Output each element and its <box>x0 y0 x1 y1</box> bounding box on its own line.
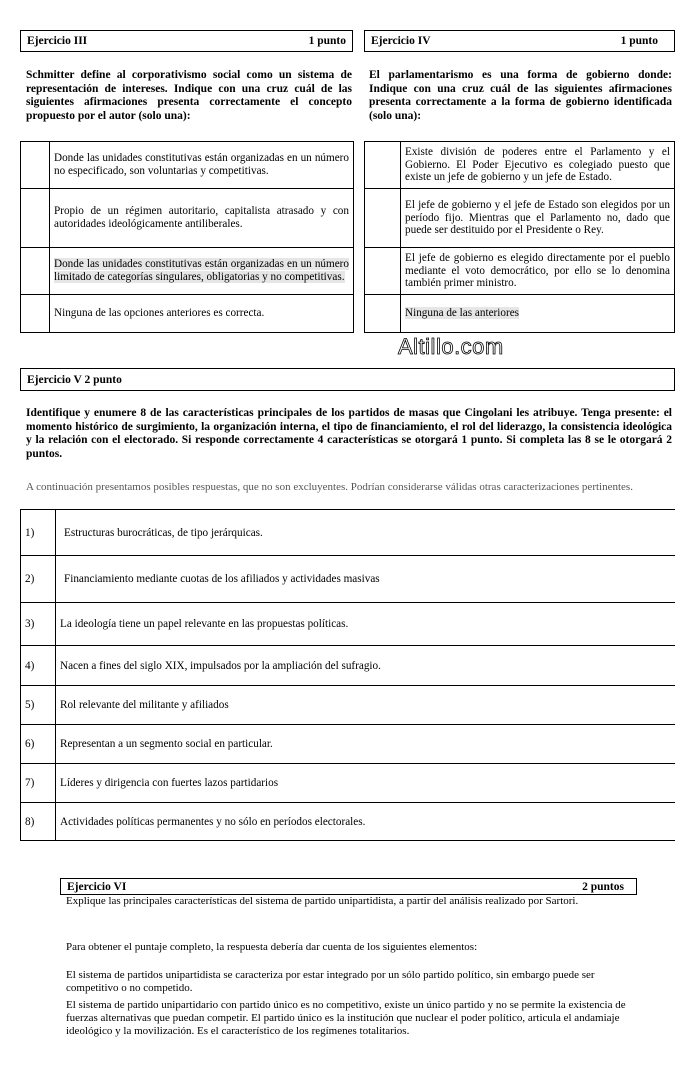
ex4-option-text: Existe división de poderes entre el Parlamento y el Gobierno. El Poder Ejecutivo es colegiado puesto que existe un jefe de gobierno y un jefe de Estado. <box>401 142 675 189</box>
ex4-option-row <box>365 189 675 248</box>
ex4-points: 1 punto <box>620 35 658 47</box>
ex3-header <box>20 30 353 52</box>
list-item-number: 1) <box>21 510 56 556</box>
ex4-checkbox[interactable] <box>365 248 401 295</box>
ex4-title: Ejercicio IV <box>371 35 431 47</box>
list-item-text: Actividades políticas permanentes y no sólo en períodos electorales. <box>56 803 676 841</box>
ex5-title: Ejercicio V 2 punto <box>27 373 122 386</box>
ex4-option-text <box>401 295 675 333</box>
ex4-option-row <box>365 142 675 189</box>
ex5-answers-table <box>20 509 675 841</box>
list-item-number: 5) <box>21 686 56 725</box>
list-item-number: 2) <box>21 556 56 603</box>
list-item-text: Nacen a fines del siglo XIX, impulsados por la ampliación del sufragio. <box>56 646 676 686</box>
ex3-option-row <box>21 189 354 248</box>
ex3-checkbox[interactable] <box>21 248 50 295</box>
list-item-text: Estructuras burocráticas, de tipo jerárquicas. <box>56 510 676 556</box>
ex4-checkbox[interactable] <box>365 142 401 189</box>
ex5-question: Identifique y enumere 8 de las características principales de los partidos de masas que Cingolani les atribuye. Tenga presente: el momento histórico de surgimiento, la organización interna, el tipo de financiamiento, el rol del liderazgo, la consistencia ideológica y la relación con el electorado. Si responde correctamente 4 características se otorgará 1 punto. Si completa las 8 se le otorgará 2 puntos. <box>26 407 672 460</box>
ex3-checkbox[interactable] <box>21 189 50 248</box>
list-item-number: 3) <box>21 603 56 646</box>
list-item <box>21 686 676 725</box>
list-item <box>21 764 676 803</box>
ex3-option-text: Donde las unidades constitutivas están organizadas en un número no especificado, son voluntarias y competitivas. <box>50 142 354 189</box>
list-item-number: 4) <box>21 646 56 686</box>
ex6-question: Explique las principales características del sistema de partido unipartidista, a partir del análisis realizado por Sartori. <box>66 895 579 907</box>
ex6-paragraph-1: Para obtener el puntaje completo, la respuesta debería dar cuenta de los siguientes elementos: <box>66 941 478 953</box>
list-item <box>21 603 676 646</box>
ex4-options-table <box>364 141 675 333</box>
ex3-checkbox[interactable] <box>21 142 50 189</box>
altillo-watermark-logo: Altillo.com <box>398 334 504 359</box>
ex3-option-text: Ninguna de las opciones anteriores es correcta. <box>50 295 354 333</box>
ex4-option-row <box>365 295 675 333</box>
ex4-option-text: El jefe de gobierno es elegido directamente por el pueblo mediante el voto democrático, por ello se lo denomina también primer ministro. <box>401 248 675 295</box>
ex3-option-row <box>21 142 354 189</box>
list-item-text: Rol relevante del militante y afiliados <box>56 686 676 725</box>
ex3-option-text <box>50 248 354 295</box>
ex4-option-highlight: Ninguna de las anteriores <box>405 307 520 320</box>
ex3-option-row <box>21 248 354 295</box>
list-item <box>21 646 676 686</box>
list-item-number: 7) <box>21 764 56 803</box>
ex4-question: El parlamentarismo es una forma de gobierno donde: Indique con una cruz cuál de las siguientes afirmaciones presenta correctamente a la forma de gobierno identificada (solo una): <box>369 69 672 122</box>
ex5-header <box>20 368 675 391</box>
ex3-points: 1 punto <box>308 35 346 47</box>
ex3-option-text: Propio de un régimen autoritario, capitalista atrasado y con autoridades ideológicamente antiliberales. <box>50 189 354 248</box>
ex3-title: Ejercicio III <box>27 35 88 47</box>
ex6-paragraph-3: El sistema de partido unipartidario con partido único es no competitivo, existe un único partido y no se permite la existencia de fuerzas alternativas que puedan competir. El partido único es la institución que nuclear el poder político, articula el andamiaje ideológico y la movilización. Es el característico de los regímenes totalitarios. <box>66 999 626 1037</box>
ex4-checkbox[interactable] <box>365 295 401 333</box>
list-item <box>21 556 676 603</box>
ex4-option-row <box>365 248 675 295</box>
list-item-number: 8) <box>21 803 56 841</box>
ex6-title: Ejercicio VI <box>67 880 127 893</box>
list-item-text: Representan a un segmento social en particular. <box>56 725 676 764</box>
ex6-points: 2 puntos <box>582 880 624 893</box>
list-item-number: 6) <box>21 725 56 764</box>
ex3-option-row <box>21 295 354 333</box>
ex4-checkbox[interactable] <box>365 189 401 248</box>
list-item <box>21 725 676 764</box>
ex3-checkbox[interactable] <box>21 295 50 333</box>
ex3-question: Schmitter define al corporativismo social como un sistema de representación de intereses. Indique con una cruz cuál de las siguientes afirmaciones presenta correctamente el concepto propuesto por el autor (solo una): <box>26 69 352 122</box>
list-item <box>21 803 676 841</box>
list-item-text: Líderes y dirigencia con fuertes lazos partidarios <box>56 764 676 803</box>
list-item <box>21 510 676 556</box>
list-item-text: La ideología tiene un papel relevante en las propuestas políticas. <box>56 603 676 646</box>
list-item-text: Financiamiento mediante cuotas de los afiliados y actividades masivas <box>56 556 676 603</box>
ex3-options-table <box>20 141 354 333</box>
ex5-note: A continuación presentamos posibles respuestas, que no son excluyentes. Podrían considerarse válidas otras caracterizaciones pertinentes. <box>26 481 633 493</box>
ex6-header <box>60 878 637 895</box>
ex3-option-highlight: Donde las unidades constitutivas están organizadas en un número limitado de categorías singulares, obligatorias y no competitivas. <box>54 258 349 283</box>
ex6-paragraph-2: El sistema de partidos unipartidista se caracteriza por estar integrado por un sólo partido político, sin embargo puede ser competitivo o no competido. <box>66 969 595 994</box>
ex4-option-text: El jefe de gobierno y el jefe de Estado son elegidos por un período fijo. Mientras que el Parlamento no, dado que puede ser destituido por el Presidente o Rey. <box>401 189 675 248</box>
ex4-header <box>364 30 675 52</box>
